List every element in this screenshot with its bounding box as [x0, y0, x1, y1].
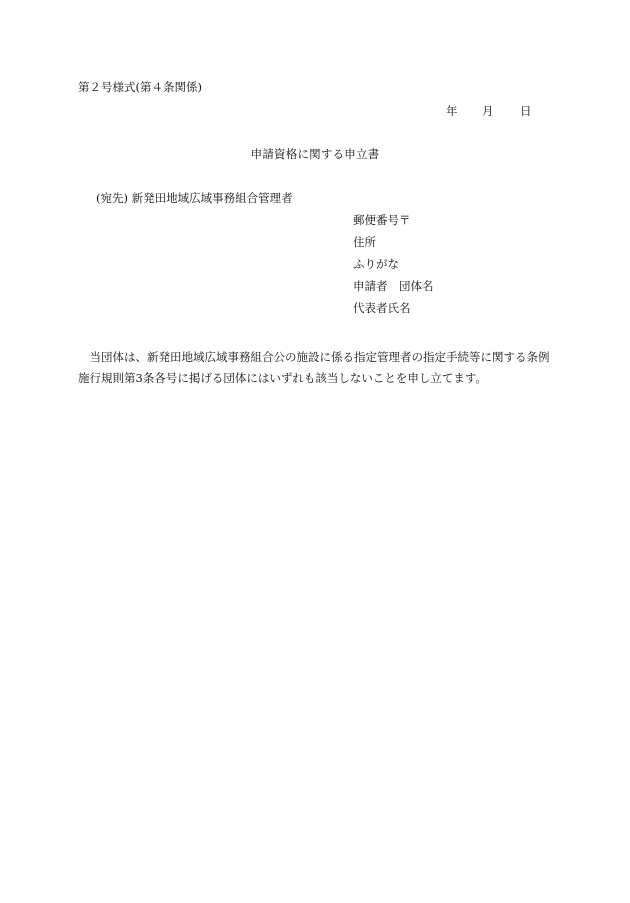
- date-day-label: 日: [520, 104, 532, 118]
- representative-name-label: 代表者氏名: [353, 301, 411, 315]
- date-month-label: 月: [482, 104, 494, 118]
- address-label: 住所: [353, 235, 376, 249]
- postal-code-label: 郵便番号〒: [353, 213, 411, 227]
- date-field: [446, 103, 532, 119]
- addressee-line: (宛先) 新発田地域広域事務組合管理者: [96, 191, 293, 205]
- declaration-body: 当団体は、新発田地域広域事務組合公の施設に係る指定管理者の指定手続等に関する条例施行規則第3条各号に掲げる団体にはいずれも該当しないことを申し立てます。: [78, 350, 550, 385]
- furigana-label: ふりがな: [353, 257, 399, 271]
- applicant-org-label: 申請者 団体名: [353, 279, 434, 293]
- date-year-label: 年: [446, 104, 458, 118]
- form-number-label: 第２号様式(第４条関係): [78, 80, 202, 94]
- document-title: 申請資格に関する申立書: [250, 147, 380, 161]
